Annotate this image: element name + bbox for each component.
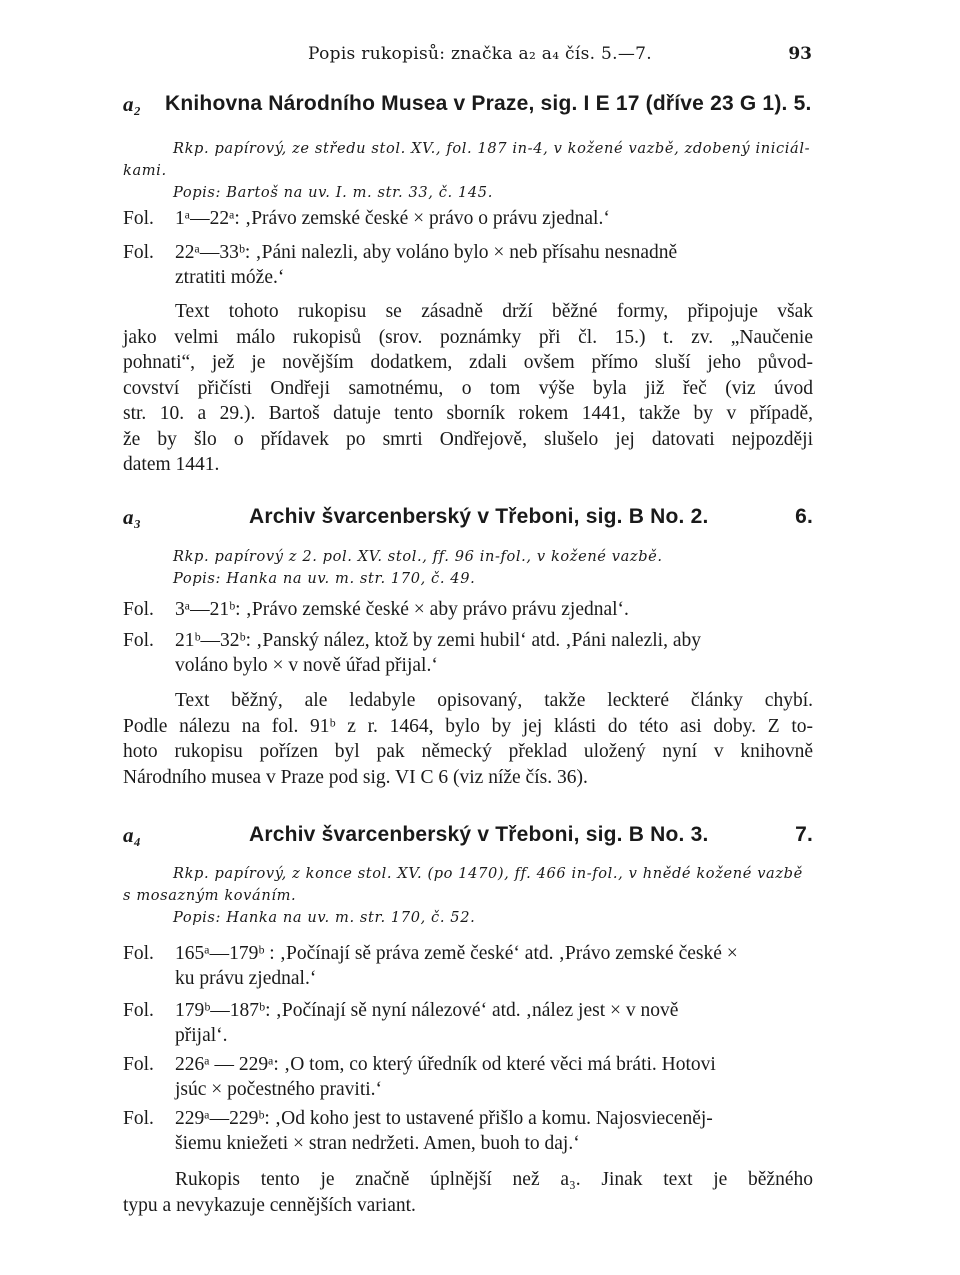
folio-text: 22ᵃ—33ᵇ: ‚Páni nalezli, aby voláno bylo × neb přísahu nesnadně	[175, 242, 678, 263]
folio-text: 179ᵇ—187ᵇ: ‚Počínají sě nyní nálezové‘ atd. ‚nález jest × v nově	[175, 1000, 679, 1021]
folio-text: 1ᵃ—22ᵃ: ‚Právo zemské české × právo o právu zjednal.‘	[175, 208, 610, 229]
running-title: Popis rukopisů: značka a₂ a₄ čís. 5.—7.	[308, 44, 652, 64]
commentary-paragraph	[123, 299, 813, 478]
meta-line: Popis: Hanka na uv. m. str. 170, č. 49.	[173, 570, 476, 587]
folio-entry	[123, 1052, 813, 1102]
folio-text: přijal‘.	[175, 1025, 228, 1046]
paragraph-line: typu a nevykazuje cennějších variant.	[123, 1194, 416, 1216]
section-siglum: a₃	[123, 505, 142, 529]
folio-text: 226ᵃ — 229ᵃ: ‚O tom, co který úředník od které věci má bráti. Hotovi	[175, 1054, 716, 1075]
paragraph-line: Text tohoto rukopisu se zásadně drží běžné formy, připojuje však	[175, 301, 813, 322]
folio-entry	[123, 941, 813, 991]
folio-label: Fol.	[123, 208, 154, 229]
meta-line: Rkp. papírový z 2. pol. XV. stol., ff. 96 in-fol., v kožené vazbě.	[173, 548, 663, 565]
paragraph-line: že by šlo o přídavek po smrti Ondřejově, slušelo jej datovati nejpozději	[123, 428, 813, 450]
paragraph-line: datem 1441.	[123, 454, 220, 475]
folio-text: 165ᵃ—179ᵇ : ‚Počínají sě práva země české‘ atd. ‚Právo zemské české ×	[175, 943, 738, 964]
paragraph-line: covství přičísti Ondřeji samotnému, o tom výše byla již řeč (viz úvod	[123, 377, 813, 399]
section-heading-a2	[123, 92, 813, 117]
paragraph-line: pohnati“, jež je novějším dodatkem, zdali ovšem přímo sluší jeho původ-	[123, 352, 813, 373]
folio-label: Fol.	[123, 630, 154, 651]
manuscript-description	[173, 546, 813, 590]
folio-label: Fol.	[123, 242, 154, 263]
manuscript-description	[123, 863, 813, 929]
commentary-paragraph	[123, 1167, 813, 1218]
folio-label: Fol.	[123, 1000, 154, 1021]
meta-line: kami.	[123, 162, 167, 179]
folio-label: Fol.	[123, 599, 154, 620]
page-number: 93	[788, 44, 812, 64]
section-heading-a4	[123, 823, 813, 848]
manuscript-description	[123, 138, 813, 204]
folio-text: jsúc × počestného praviti.‘	[175, 1079, 383, 1100]
section-title: Archiv švarcenberský v Třeboni, sig. B No. 3.	[249, 823, 709, 846]
meta-line: s mosazným kováním.	[123, 887, 297, 904]
folio-text: 3ᵃ—21ᵇ: ‚Právo zemské české × aby právo právu zjednal‘.	[175, 599, 629, 620]
folio-label: Fol.	[123, 943, 154, 964]
folio-entry	[123, 597, 813, 622]
folio-text: ku právu zjednal.‘	[175, 968, 317, 989]
paragraph-line: Podle nálezu na fol. 91ᵇ z r. 1464, bylo by jej klásti do této asi doby. Z to-	[123, 715, 813, 737]
meta-line: Popis: Bartoš na uv. I. m. str. 33, č. 145.	[173, 184, 493, 201]
folio-entry	[123, 1106, 813, 1156]
folio-label: Fol.	[123, 1054, 154, 1075]
folio-label: Fol.	[123, 1108, 154, 1129]
folio-entry	[123, 206, 813, 231]
meta-line: Popis: Hanka na uv. m. str. 170, č. 52.	[173, 909, 476, 926]
paragraph-line: hoto rukopisu pořízen byl pak německý překlad uložený nyní v knihovně	[123, 741, 813, 762]
folio-text: 21ᵇ—32ᵇ: ‚Panský nález, ktož by zemi hubil‘ atd. ‚Páni nalezli, aby	[175, 630, 701, 651]
section-siglum: a₄	[123, 823, 142, 847]
section-title: Archiv švarcenberský v Třeboni, sig. B No. 2.	[249, 505, 709, 528]
section-siglum: a₂	[123, 92, 142, 116]
meta-line: Rkp. papírový, ze středu stol. XV., fol. 187 in-4, v kožené vazbě, zdobený iniciál-	[173, 140, 811, 157]
folio-entry	[123, 998, 813, 1048]
folio-entry	[123, 240, 813, 290]
folio-text: šiemu kniežeti × stran nedržeti. Amen, buoh to daj.‘	[175, 1133, 580, 1154]
folio-text: voláno bylo × v nově úřad přijal.‘	[175, 655, 438, 676]
section-title: Knihovna Národního Musea v Praze, sig. I E 17 (dříve 23 G 1). 5.	[165, 92, 812, 115]
paragraph-line: jako velmi málo rukopisů (srov. poznámky při čl. 15.) t. zv. „Naučenie	[123, 326, 813, 348]
paragraph-line: str. 10. a 29.). Bartoš datuje tento sborník rokem 1441, takže by v případě,	[123, 403, 813, 424]
paragraph-line: Text běžný, ale ledabyle opisovaný, takže leckteré články chybí.	[175, 690, 813, 711]
commentary-paragraph	[123, 688, 813, 790]
folio-text: 229ᵃ—229ᵇ: ‚Od koho jest to ustavené přišlo a komu. Najosvieceněj-	[175, 1108, 713, 1129]
section-number: 7.	[795, 823, 813, 846]
section-number: 6.	[795, 505, 813, 528]
paragraph-line: Národního musea v Praze pod sig. VI C 6 (viz níže čís. 36).	[123, 766, 588, 788]
meta-line: Rkp. papírový, z konce stol. XV. (po 1470), ff. 466 in-fol., v hnědé kožené vazbě	[173, 865, 803, 882]
paragraph-line: Rukopis tento je značně úplnější než a₃. Jinak text je běžného	[175, 1169, 813, 1190]
section-heading-a3	[123, 505, 813, 530]
folio-entry	[123, 628, 813, 678]
folio-text: ztratiti móže.‘	[175, 267, 285, 288]
